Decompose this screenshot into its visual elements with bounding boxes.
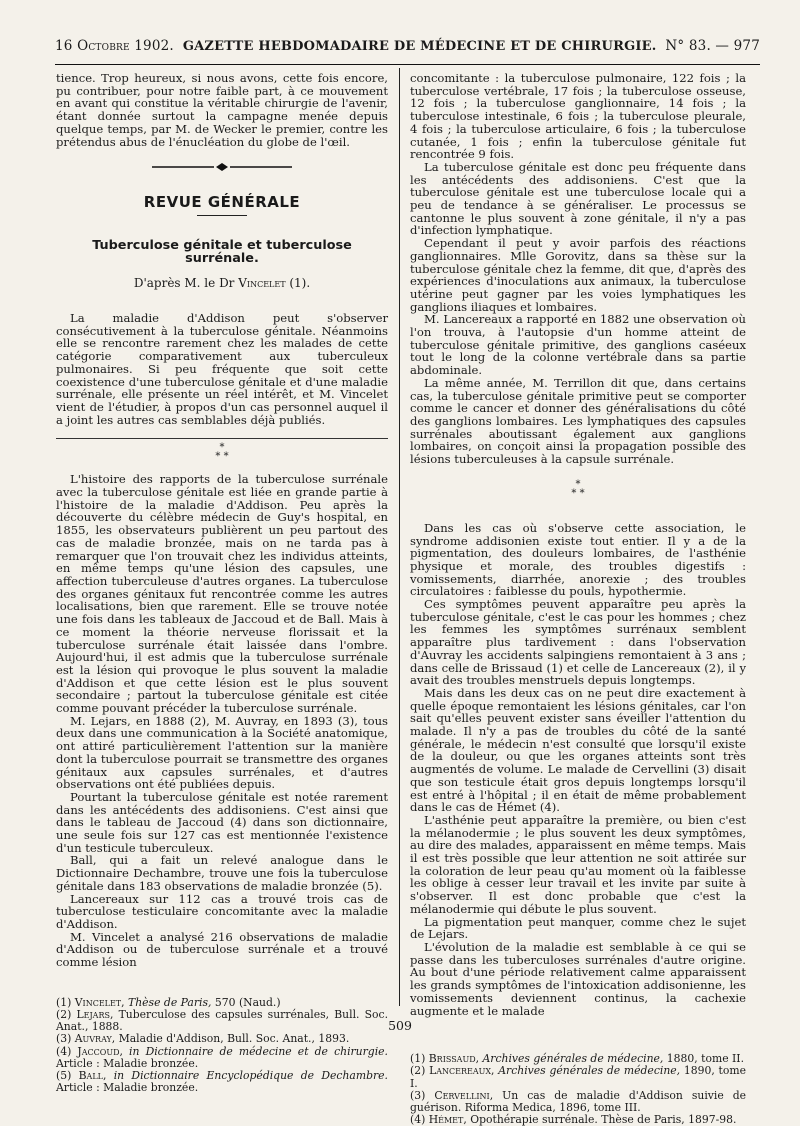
paragraph: concomitante : la tuberculose pulmonaire, 122 fois ; la tuberculose vertébrale, 17 fois ; la tuberculose osseuse, 12 fois ; la tuberculose ganglionnaire, 14 fois ; la tuberculose intestinale, 6 fois ; la tuberculose pleurale, 4 fois ; la tuberculose articulaire, 6 fois ; la tuberculose cutanée, 1 fois ; enfin la tuberculose génitale fut rencontrée 9 fois. <box>410 71 746 162</box>
diamond-rule-icon <box>152 162 292 172</box>
paragraph: M. Lancereaux a rapporté en 1882 une observation où l'on trouva, à l'autopsie d'un homme atteint de tuberculose génitale primitive, des ganglions caséeux tout le long de la colonne vertébrale dans sa partie abdominale. <box>410 312 746 378</box>
byline-prefix: D'après M. le Dr <box>133 276 235 291</box>
paragraph: La maladie d'Addison peut s'observer consécutivement à la tuberculose génitale. Néanmoins elle se rencontre rarement chez les malades de cette catégorie comparativement aux tuberculeux pulmonaires. Si peu fréquente que soit cette coexistence d'une tuberculose génitale et d'une maladie surrénale, elle présente un réel intérêt, et M. Vincelet vient de l'étudier, à propos d'un cas personnel auquel il a joint les autres cas semblables déjà publiés. <box>56 311 388 427</box>
byline-author: Vincelet <box>238 276 286 291</box>
paragraph: Pourtant la tuberculose génitale est notée rarement dans les antécédents des addisoniens. C'est ainsi que dans le tableau de Jaccoud (4) dans son dictionnaire, une seule fois sur 127 cas est mentionnée l'existence d'un testicule tuberculeux. <box>56 789 388 855</box>
section-title: REVUE GÉNÉRALE <box>143 193 301 212</box>
page-number: 509 <box>388 1018 412 1033</box>
footnote: (3) Auvray, Maladie d'Addison, Bull. Soc. Anat., 1893. <box>56 1032 350 1046</box>
paragraph: M. Lejars, en 1888 (2), M. Auvray, en 1893 (3), tous deux dans une communication à la Société anatomique, ont attiré particulièrement l'attention sur la manière dont la tuberculose pourrait se transmettre des organes génitaux aux capsules surrénales, et d'autres observations ont été publiées depuis. <box>56 713 388 792</box>
paragraph: L'asthénie peut apparaître la première, ou bien c'est la mélanodermie ; le plus souvent les deux symptômes, au dire des malades, apparaissent en même temps. Mais il est très possible que leur attention ne soit attirée sur la coloration de leur peau qu'au moment où la faiblesse les oblige à cesser leur travail et les invite par suite à s'observer. Il est donc probable que c'est la mélanodermie qui débute le plus souvent. <box>410 812 746 916</box>
asterism-icon: * * * <box>215 442 229 463</box>
paragraph: Cependant il peut y avoir parfois des réactions ganglionnaires. Mlle Gorovitz, dans sa thèse sur la tuberculose génitale chez la femme, dit que, d'après des expériences d'inoculations aux animaux, la tuberculose utérine peut gagner par les voies lymphatiques les ganglions iliaques et lombaires. <box>410 236 746 314</box>
footnote: (3) Cervellini, Un cas de maladie d'Addison suivie de guérison. Riforma Medica, 1896, tome III. <box>410 1088 747 1115</box>
paragraph: Dans les cas où s'observe cette association, le syndrome addisonien existe tout entier. Il y a de la pigmentation, des douleurs lombaires, de l'asthénie physique et morale, des troubles digestifs : vomissements, diarrhée, anorexie ; des troubles circulatoires : faiblesse du pouls, hypothermie. <box>410 520 746 599</box>
short-rule <box>197 215 247 216</box>
paragraph: Lancereaux sur 112 cas a trouvé trois cas de tuberculose testiculaire concomitante avec la maladie d'Addison. <box>56 891 388 931</box>
paragraph: La même année, M. Terrillon dit que, dans certains cas, la tuberculose génitale primitive peut se comporter comme le cancer et donner des généralisations du côté des ganglions lombaires. Les lymphatiques des capsules surrénales aboutissant également aux ganglions lombaires, on conçoit ainsi la propagation possible des lésions tuberculeuses à la capsule surrénale. <box>410 375 746 467</box>
paragraph: tience. Trop heureux, si nous avons, cette fois encore, pu contribuer, pour notre faible part, à ce mouvement en avant qui constitue la véritable chirurgie de l'avenir, étant donnée surtout la campagne menée depuis quelque temps, par M. de Wecker le premier, contre les prétendus abus de l'énucléation du globe de l'œil. <box>56 71 388 149</box>
paragraph: M. Vincelet a analysé 216 observations de maladie d'Addison ou de tuberculose surrénale et a trouvé comme lésion <box>56 929 388 970</box>
right-column <box>410 72 746 1126</box>
footnote: (4) Hémet, Opothérapie surrénale. Thèse de Paris, 1897-98. <box>410 1113 737 1126</box>
paragraph: La tuberculose génitale est donc peu fréquente dans les antécédents des addisoniens. C'est que la tuberculose génitale est une tuberculose locale qui a peu de tendance à se généraliser. Le processus se cantonne le plus souvent à zone génitale, il n'y a pas d'infection lymphatique. <box>410 159 746 238</box>
paragraph: Mais dans les deux cas on ne peut dire exactement à quelle époque remontaient les lésions génitales, car l'on sait qu'elles peuvent exister sans éveiller l'attention du malade. Il n'y a pas de troubles du côté de la santé générale, le médecin n'est consulté que lorsqu'il existe de la douleur, ou que les organes atteints sont très augmentés de volume. Le malade de Cervellini (3) disait que son testicule était gros depuis longtemps lorsqu'il est entré à l'hôpital ; il en était de même probablement dans le cas de Hémet (4). <box>410 685 746 815</box>
ornamental-divider <box>56 162 388 172</box>
column-separator <box>399 68 400 1006</box>
paragraph: L'évolution de la maladie est semblable à ce qui se passe dans les tuberculoses surrénales d'autre origine. Au bout d'une période relativement calme apparaissent les grands symptômes de l'intoxication addisonienne, les vomissements deviennent continus, la cachexie augmente et le malade <box>410 940 746 1018</box>
header-journal-title: GAZETTE HEBDOMADAIRE DE MÉDECINE ET DE CHIRURGIE. <box>182 39 657 54</box>
footnote: (1) Brissaud, Archives générales de médecine, 1880, tome II. <box>410 1052 744 1066</box>
header-issue-page: N° 83. — 977 <box>665 38 760 54</box>
byline <box>56 277 388 290</box>
paragraph: Ball, qui a fait un relevé analogue dans le Dictionnaire Dechambre, trouve une fois la tuberculose génitale dans 183 observations de maladie bronzée (5). <box>56 853 388 893</box>
header-date: 16 Octobre 1902. <box>55 38 174 54</box>
left-column <box>56 72 388 1094</box>
paragraph: Ces symptômes peuvent apparaître peu après la tuberculose génitale, c'est le cas pour les hommes ; chez les femmes les symptômes surrénaux semblent apparaître plus tardivement : dans l'observation d'Auvray les accidents salpingiens remontaient à 3 ans ; dans celle de Brissaud (1) et celle de Lancereaux (2), il y avait des troubles menstruels depuis longtemps. <box>410 597 746 688</box>
paragraph: La pigmentation peut manquer, comme chez le sujet de Lejars. <box>410 914 746 942</box>
article-title: Tuberculose génitale et tuberculose surrénale. <box>92 237 352 266</box>
footnotes-right <box>410 1053 746 1126</box>
paragraph: L'histoire des rapports de la tuberculose surrénale avec la tuberculose génitale est liée en grande partie à l'histoire de la maladie d'Addison. Peu après la découverte du célèbre médecin de Guy's hospital, en 1855, les observateurs publièrent un peu partout des cas de maladie bronzée, mais on ne tarda pas à remarquer que l'on trouvait chez les individus atteints, en même temps qu'une lésion des capsules, une affection tuberculeuse d'autres organes. La tuberculose des organes génitaux fut rencontrée comme les autres localisations, bien que rarement. Elle se trouve notée une fois dans les tableaux de Jaccoud et de Ball. Mais à ce moment la théorie nerveuse florissait et la tuberculose surrénale était laissée dans l'ombre. Aujourd'hui, il est admis que la tuberculose surrénale est la lésion qui provoque le plus souvent la maladie d'Addison et que cette lésion est le plus souvent secondaire ; partout la tuberculose génitale est citée comme pouvant précéder la tuberculose surrénale. <box>56 472 388 716</box>
asterism-icon: * * * <box>571 478 585 499</box>
footnote: (5) Ball, in Dictionnaire Encyclopédique de Dechambre. Article : Maladie bronzée. <box>56 1069 388 1095</box>
running-header <box>55 38 760 58</box>
section-rule <box>56 438 388 439</box>
footnote: (1) Vincelet, Thèse de Paris, 570 (Naud.) <box>56 995 281 1009</box>
byline-ref: (1). <box>289 276 311 291</box>
footnote: (2) Lancereaux, Archives générales de médecine, 1890, tome I. <box>410 1064 747 1090</box>
footnote: (4) Jaccoud, in Dictionnaire de médecine et de chirurgie. Article : Maladie bronzée. <box>56 1044 388 1070</box>
header-rule <box>55 64 760 65</box>
footnote: (2) Lejars, Tuberculose des capsules surrénales, Bull. Soc. Anat., 1888. <box>56 1007 389 1034</box>
